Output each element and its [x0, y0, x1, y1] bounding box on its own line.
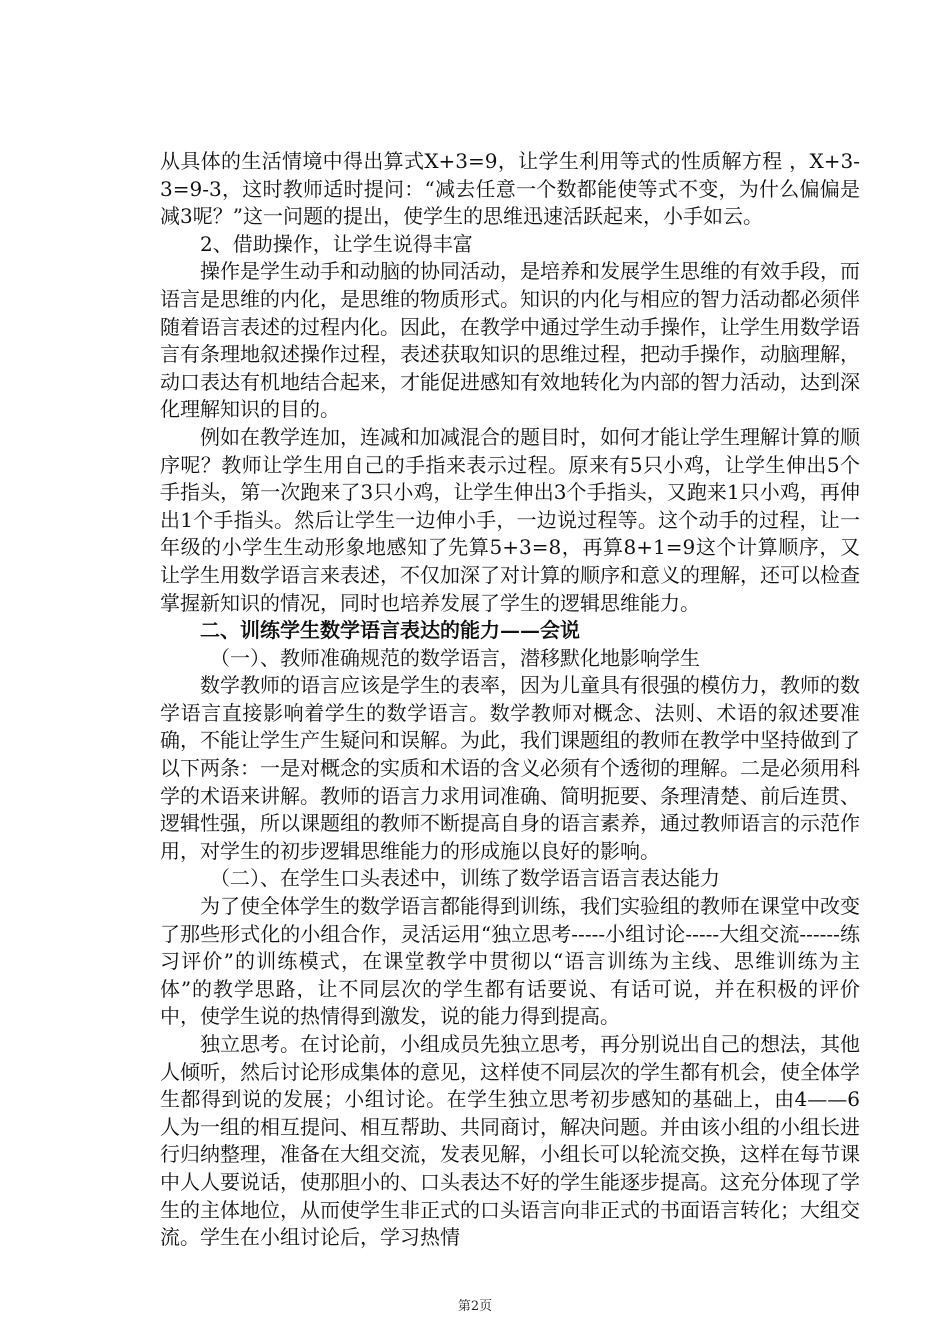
page-number: 第2页	[457, 1299, 493, 1314]
paragraph-training-mode: 为了使全体学生的数学语言都能得到训练，我们实验组的教师在课堂中改变了那些形式化的小组合作，灵活运用“独立思考-----小组讨论-----大组交流------练习评价”的训练模式，在课堂教学中贯彻以“语言训练为主线、思维训练为主体”的教学思路，让不同层次的学生都有话要说、有话可说，并在积极的评价中，使学生说的热情得到激发，说的能力得到提高。	[160, 894, 860, 1029]
paragraph-item-2-title: 2、借助操作，让学生说得丰富	[200, 231, 473, 256]
subsection-heading-2: （二）、在学生口头表述中，训练了数学语言语言表达能力	[210, 866, 720, 891]
paragraph-independent-thinking: 独立思考。在讨论前，小组成员先独立思考，再分别说出自己的想法，其他人倾听，然后讨论形成集体的意见，这样使不同层次的学生都有机会，使全体学生都得到说的发展；小组讨论。在学生独立思考初步感知的基础上，由4——6人为一组的相互提问、相互帮助、共同商讨，解决问题。并由该小组的小组长进行归纳整理，准备在大组交流，发表见解，小组长可以轮流交换，这样在每节课中人人要说话，使那胆小的、口头表达不好的学生能逐步提高。这充分体现了学生的主体地位，从而使学生非正式的口头语言向非正式的书面语言转化；大组交流。学生在小组讨论后，学习热情	[160, 1032, 860, 1250]
document-body	[160, 148, 860, 1252]
paragraph-teacher-language: 数学教师的语言应该是学生的表率，因为儿童具有很强的模仿力，教师的数学语言直接影响着学生的数学语言。数学教师对概念、法则、术语的叙述要准确，不能让学生产生疑问和误解。为此，我们课题组的教师在教学中坚持做到了以下两条：一是对概念的实质和术语的含义必须有个透彻的理解。二是必须用科学的术语来讲解。教师的语言力求用词准确、简明扼要、条理清楚、前后连贯、逻辑性强，所以课题组的教师不断提高自身的语言素养，通过教师语言的示范作用，对学生的初步逻辑思维能力的形成施以良好的影响。	[160, 673, 860, 863]
paragraph-intro: 从具体的生活情境中得出算式X+3=9，让学生利用等式的性质解方程 ，X+3-3=9-3，这时教师适时提问：“减去任意一个数都能使等式不变，为什么偏偏是减3呢？”这一问题的提出，使学生的思维迅速活跃起来，小手如云。	[160, 149, 860, 229]
subsection-heading-1: （一）、教师准确规范的数学语言，潜移默化地影响学生	[210, 645, 700, 670]
paragraph-operation: 操作是学生动手和动脑的协同活动，是培养和发展学生思维的有效手段，而语言是思维的内化，是思维的物质形式。知识的内化与相应的智力活动都必须伴随着语言表述的过程内化。因此，在教学中通过学生动手操作，让学生用数学语言有条理地叙述操作过程，表述获取知识的思维过程，把动手操作，动脑理解，动口表达有机地结合起来，才能促进感知有效地转化为内部的智力活动，达到深化理解知识的目的。	[160, 259, 860, 422]
section-heading-2: 二、训练学生数学语言表达的能力——会说	[200, 618, 580, 643]
paragraph-example: 例如在教学连加，连减和加减混合的题目时，如何才能让学生理解计算的顺序呢？教师让学生用自己的手指来表示过程。原来有5只小鸡，让学生伸出5个手指头，第一次跑来了3只小鸡，让学生伸出3个手指头，又跑来1只小鸡，再伸出1个手指头。然后让学生一边伸小手，一边说过程等。这个动手的过程，让一年级的小学生生动形象地感知了先算5+3=8，再算8+1=9这个计算顺序，又让学生用数学语言来表述，不仅加深了对计算的顺序和意义的理解，还可以检查掌握新知识的情况，同时也培养发展了学生的逻辑思维能力。	[160, 424, 860, 615]
